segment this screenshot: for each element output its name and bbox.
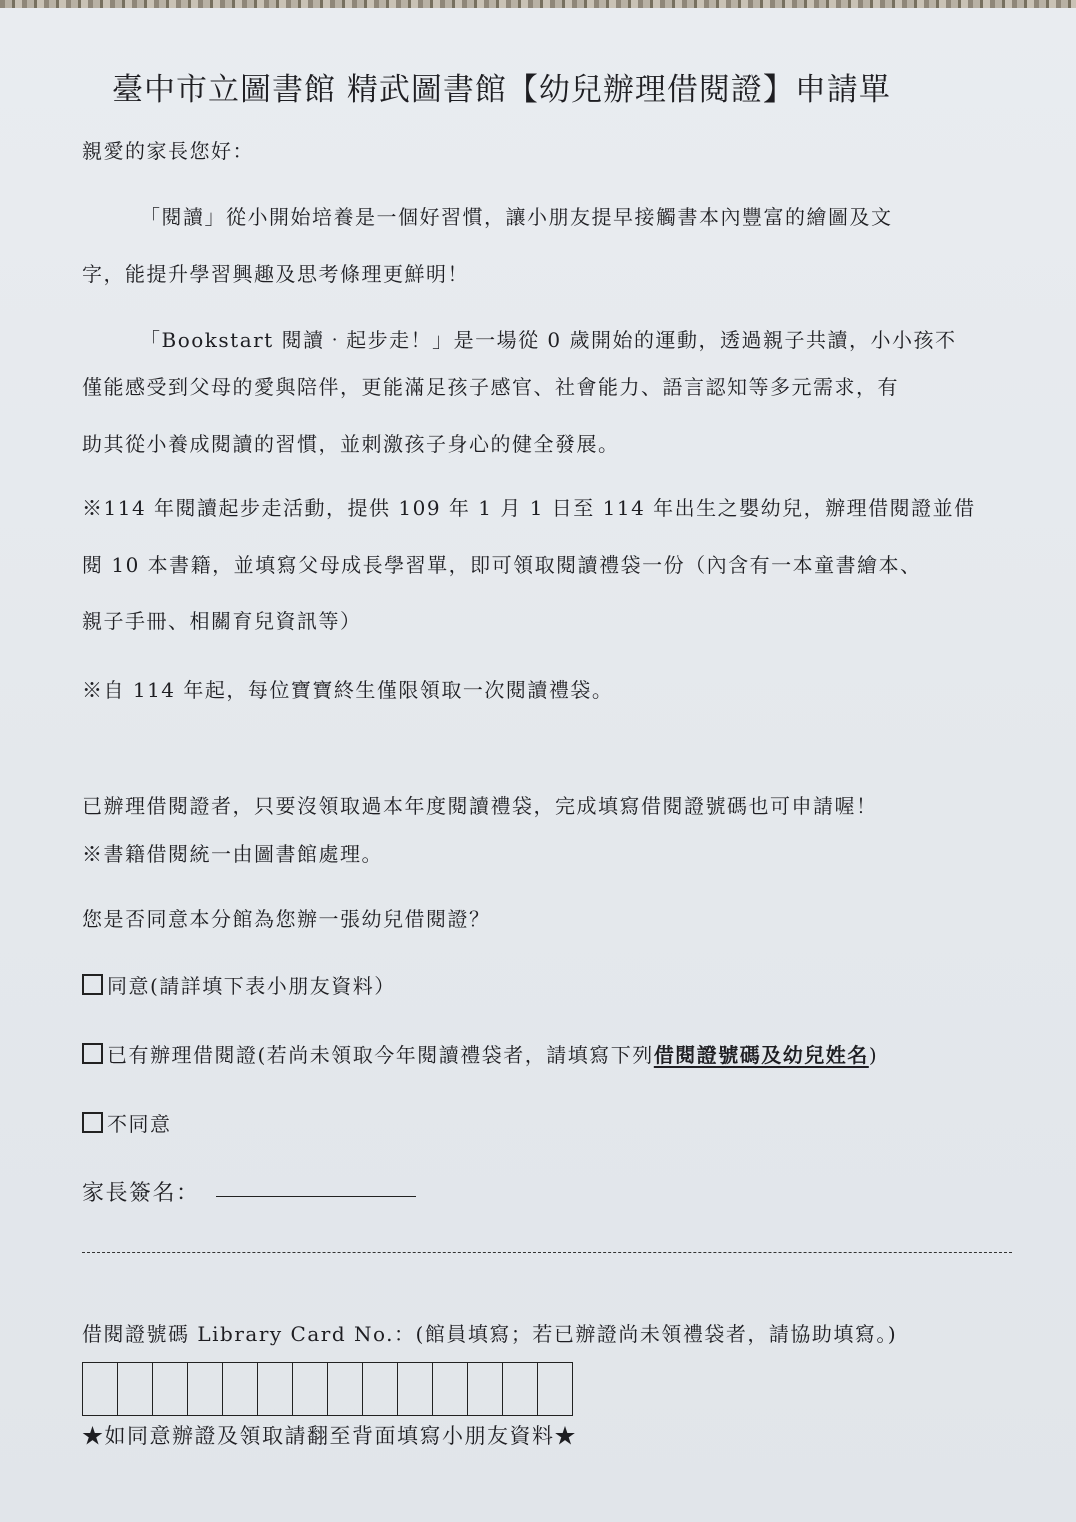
card-number-cell[interactable] <box>293 1363 328 1415</box>
note-existing-card: 已辦理借閱證者，只要沒領取過本年度閱讀禮袋，完成填寫借閱證號碼也可申請喔！ <box>82 794 878 818</box>
paragraph-2-line-2: 僅能感受到父母的愛與陪伴，更能滿足孩子感官、社會能力、語言認知等多元需求，有 <box>82 375 899 399</box>
option-has-card-label: 已有辦理借閱證(若尚未領取今年閱讀禮袋者，請填寫下列 <box>107 1043 654 1067</box>
option-has-card-suffix: ) <box>868 1043 879 1067</box>
card-number-cell[interactable] <box>83 1363 118 1415</box>
paragraph-1-line-2: 字，能提升學習興趣及思考條理更鮮明！ <box>82 262 469 286</box>
paragraph-2-line-1: 「Bookstart 閱讀‧起步走！」是一場從 0 歲開始的運動，透過親子共讀，小小孩不 <box>140 328 957 352</box>
paragraph-2-line-3: 助其從小養成閱讀的習慣，並刺激孩子身心的健全發展。 <box>82 432 620 456</box>
option-disagree-label: 不同意 <box>107 1112 172 1136</box>
consent-question: 您是否同意本分館為您辦一張幼兒借閱證？ <box>82 907 491 931</box>
signature-label: 家長簽名： <box>82 1181 200 1206</box>
card-number-cell[interactable] <box>503 1363 538 1415</box>
note-gift-bag-limit: ※自 114 年起，每位寶寶終生僅限領取一次閱讀禮袋。 <box>82 678 614 702</box>
card-number-cell[interactable] <box>398 1363 433 1415</box>
paragraph-1-line-1: 「閱讀」從小開始培養是一個好習慣，讓小朋友提早接觸書本內豐富的繪圖及文 <box>140 205 893 229</box>
card-number-cell[interactable] <box>223 1363 258 1415</box>
paragraph-3-line-2: 閱 10 本書籍，並填寫父母成長學習單，即可領取閱讀禮袋一份（內含有一本童書繪本、 <box>82 553 922 577</box>
paper-top-edge <box>0 0 1076 8</box>
option-agree[interactable] <box>82 970 396 999</box>
card-number-cell[interactable] <box>153 1363 188 1415</box>
signature-line[interactable] <box>216 1196 416 1197</box>
option-has-card-emphasis: 借閱證號碼及幼兒姓名 <box>653 1043 869 1067</box>
card-number-cell[interactable] <box>258 1363 293 1415</box>
option-agree-label: 同意(請詳填下表小朋友資料） <box>107 974 396 998</box>
card-number-cell[interactable] <box>538 1363 572 1415</box>
card-number-cell[interactable] <box>328 1363 363 1415</box>
form-title: 臺中市立圖書館 精武圖書館【幼兒辦理借閱證】申請單 <box>112 72 891 108</box>
card-number-cell[interactable] <box>468 1363 503 1415</box>
footer-note: ★如同意辦證及領取請翻至背面填寫小朋友資料★ <box>82 1424 577 1448</box>
card-number-cell[interactable] <box>433 1363 468 1415</box>
cut-line <box>82 1252 1012 1253</box>
paragraph-3-line-1: ※114 年閱讀起步走活動，提供 109 年 1 月 1 日至 114 年出生之嬰幼兒，辦理借閱證並借 <box>82 496 976 520</box>
disagree-checkbox[interactable] <box>82 1112 103 1133</box>
card-number-cell[interactable] <box>118 1363 153 1415</box>
option-has-card[interactable] <box>82 1039 878 1068</box>
agree-checkbox[interactable] <box>82 974 103 995</box>
card-number-label: 借閱證號碼 Library Card No.：(館員填寫；若已辦證尚未領禮袋者，請協助填寫。) <box>82 1322 898 1346</box>
option-disagree[interactable] <box>82 1108 172 1137</box>
card-number-cells[interactable] <box>82 1362 573 1416</box>
greeting: 親愛的家長您好： <box>82 139 254 163</box>
card-number-cell[interactable] <box>363 1363 398 1415</box>
card-number-cell[interactable] <box>188 1363 223 1415</box>
has-card-checkbox[interactable] <box>82 1043 103 1064</box>
paragraph-3-line-3: 親子手冊、相關育兒資訊等） <box>82 609 362 633</box>
note-library-processing: ※書籍借閱統一由圖書館處理。 <box>82 842 383 866</box>
